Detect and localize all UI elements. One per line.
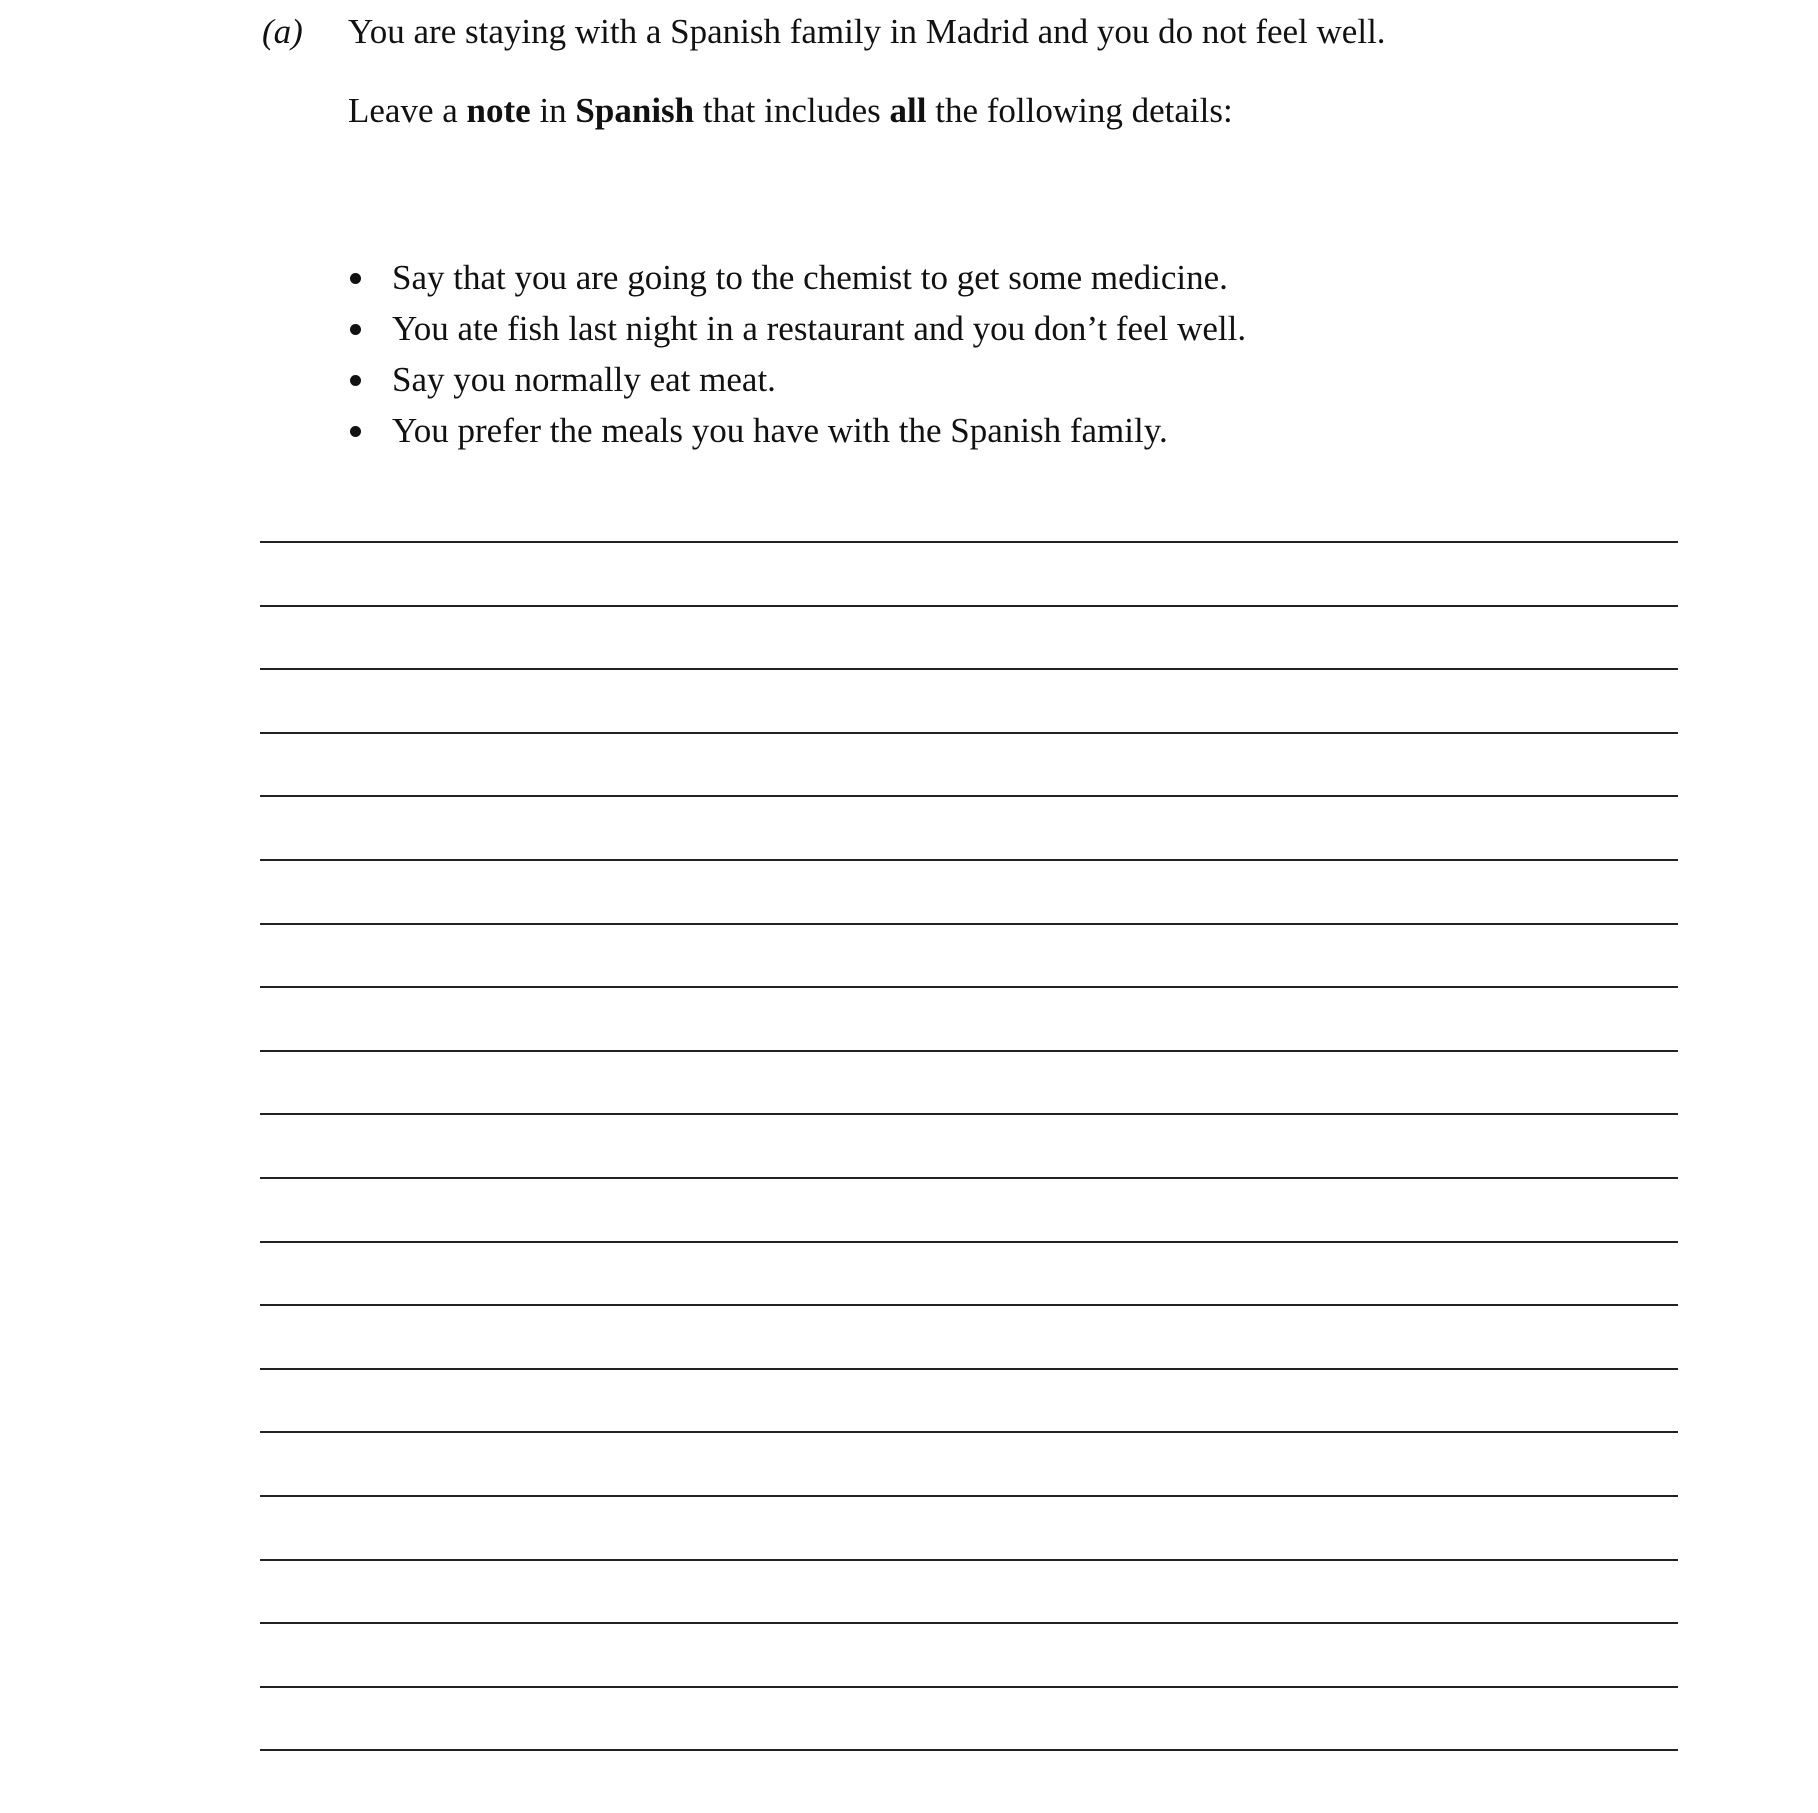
answer-line[interactable]: [260, 1431, 1678, 1433]
instruction-bold-spanish: Spanish: [575, 91, 695, 130]
answer-line[interactable]: [260, 541, 1678, 543]
bullet-item: [348, 252, 1246, 303]
bullet-icon: [350, 426, 361, 437]
bullet-icon: [350, 375, 361, 386]
bullet-text: Say that you are going to the chemist to get some medicine.: [392, 258, 1228, 297]
bullet-text: You ate fish last night in a restaurant and you don’t feel well.: [392, 309, 1247, 348]
bullet-text: Say you normally eat meat.: [392, 360, 776, 399]
answer-line[interactable]: [260, 1495, 1678, 1497]
question-prompt: You are staying with a Spanish family in Madrid and you do not feel well.: [348, 12, 1386, 51]
answer-line[interactable]: [260, 1559, 1678, 1561]
bullet-item: [348, 354, 1246, 405]
answer-line[interactable]: [260, 923, 1678, 925]
detail-bullet-list: [348, 252, 1246, 456]
answer-line[interactable]: [260, 1749, 1678, 1751]
bullet-item: [348, 303, 1246, 354]
instruction: [348, 87, 1233, 135]
bullet-icon: [350, 273, 361, 284]
answer-line[interactable]: [260, 732, 1678, 734]
instruction-bold-all: all: [889, 91, 927, 130]
part-label: (a): [262, 12, 303, 51]
answer-line[interactable]: [260, 668, 1678, 670]
answer-line[interactable]: [260, 605, 1678, 607]
answer-line[interactable]: [260, 986, 1678, 988]
answer-line[interactable]: [260, 859, 1678, 861]
instruction-bold-note: note: [466, 91, 531, 130]
answer-line[interactable]: [260, 1177, 1678, 1179]
bullet-item: [348, 405, 1246, 456]
answer-line[interactable]: [260, 1304, 1678, 1306]
answer-line[interactable]: [260, 1622, 1678, 1624]
instruction-text: Leave a: [348, 91, 467, 130]
instruction-text: that includes: [694, 91, 890, 130]
bullet-icon: [350, 324, 361, 335]
instruction-text: in: [530, 91, 576, 130]
answer-line[interactable]: [260, 1686, 1678, 1688]
answer-area[interactable]: [260, 541, 1678, 1813]
answer-line[interactable]: [260, 1241, 1678, 1243]
instruction-text: the following details:: [926, 91, 1233, 130]
answer-line[interactable]: [260, 1113, 1678, 1115]
answer-line[interactable]: [260, 795, 1678, 797]
bullet-text: You prefer the meals you have with the Spanish family.: [392, 411, 1168, 450]
answer-line[interactable]: [260, 1368, 1678, 1370]
answer-line[interactable]: [260, 1050, 1678, 1052]
